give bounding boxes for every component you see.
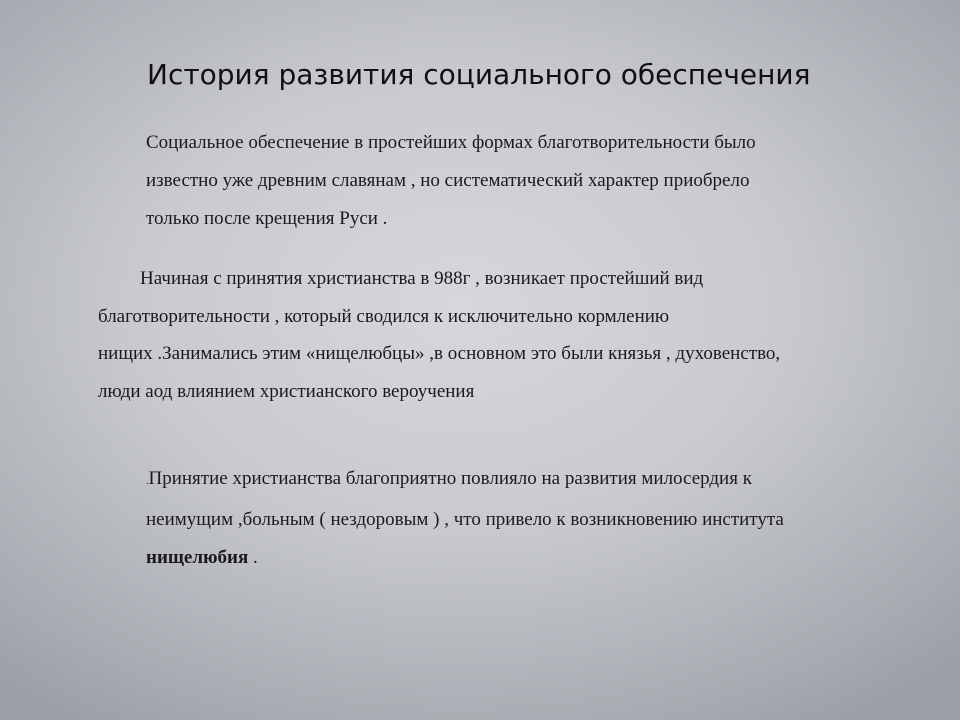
paragraph-charity-institution bbox=[146, 460, 784, 577]
paragraph-line: Социальное обеспечение в простейших формах благотворительности было bbox=[146, 132, 756, 153]
slide-title: История развития социального обеспечения bbox=[147, 58, 811, 91]
paragraph-line: нищих .Занимались этим «нищелюбцы» ,в основном это были князья , духовенство, bbox=[98, 343, 781, 364]
paragraph-line: Начиная с принятия христианства в 988г , возникает простейший вид bbox=[140, 268, 704, 289]
paragraph-line: люди аод влиянием христианского вероучения bbox=[98, 380, 475, 402]
paragraph-line bbox=[146, 539, 784, 577]
paragraph-line: только после крещения Руси . bbox=[146, 208, 388, 229]
paragraph-line-text: Принятие христианства благоприятно повлияло на развития милосердия к bbox=[148, 468, 752, 489]
paragraph-line: известно уже древним славянам , но систематический характер приобрело bbox=[146, 170, 750, 191]
lead-dot: . bbox=[146, 476, 149, 487]
paragraph-line bbox=[146, 460, 784, 501]
paragraph-social-security-intro bbox=[146, 124, 756, 238]
paragraph-christianity-988 bbox=[98, 260, 780, 410]
bold-term: нищелюбия bbox=[146, 547, 249, 568]
trailing-text: . bbox=[248, 547, 258, 568]
paragraph-line: неимущим ,больным ( нездоровым ) , что привело к возникновению института bbox=[146, 509, 784, 530]
paragraph-line: благотворительности , который сводился к исключительно кормлению bbox=[98, 305, 670, 327]
